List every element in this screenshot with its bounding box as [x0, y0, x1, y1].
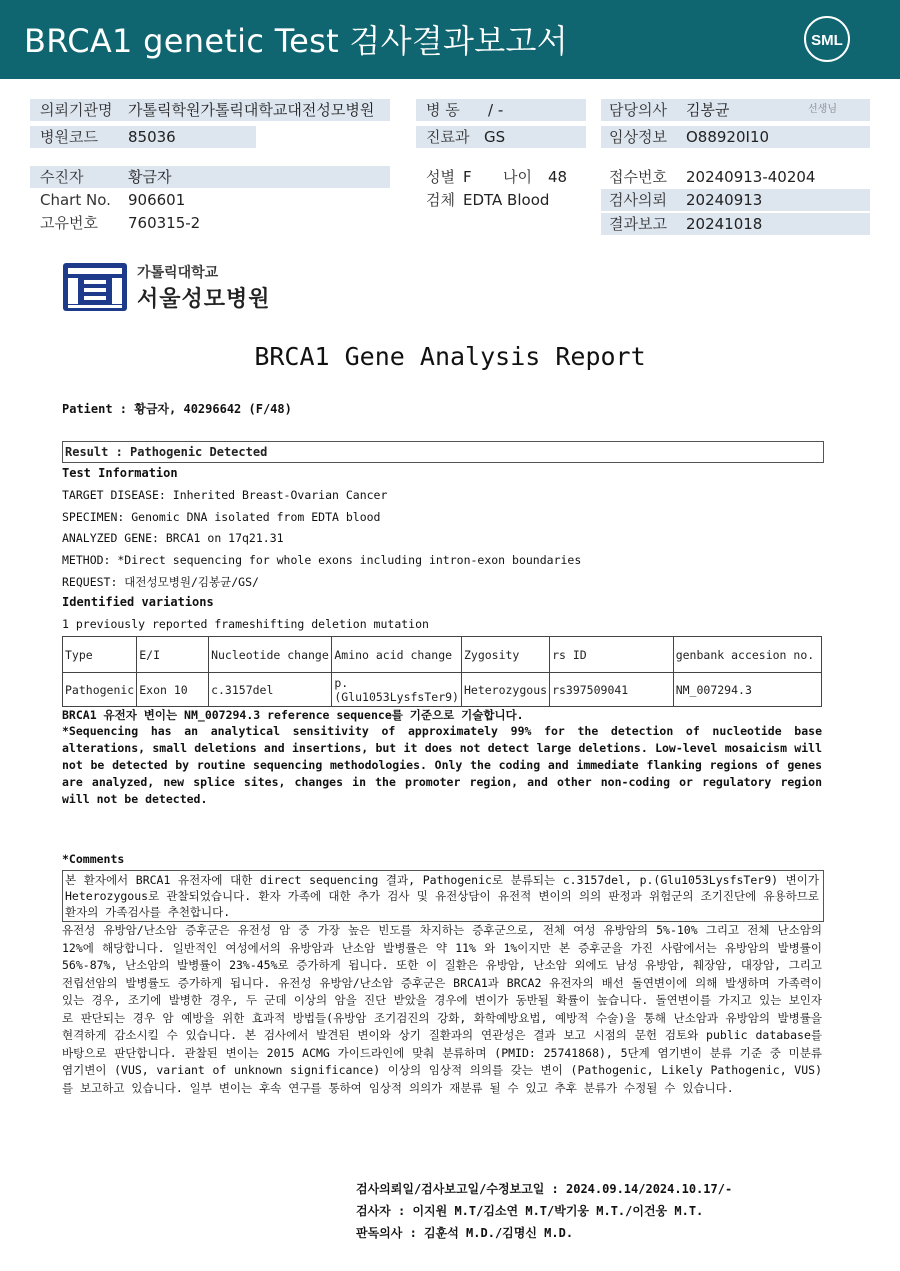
header-cell: Zygosity	[461, 637, 549, 673]
patient-line: Patient : 황금자, 40296642 (F/48)	[62, 402, 292, 416]
cell-genbank: NM_007294.3	[673, 673, 821, 707]
code-value: 85036	[128, 128, 176, 146]
table-row	[63, 673, 822, 707]
header-cell: genbank accesion no.	[673, 637, 821, 673]
doctor-row	[601, 99, 870, 121]
sensitivity-note: *Sequencing has an analytical sensitivity of approximately 99% for the detection of nucleotide base alterations, small deletions and insertions, but it does not detect large deletions. Low-level mosaicism will not be detected by routine sequencing methodologies. Only the coding and immediate flanking regions of genes are analyzed, new splice sites, changes in the promoter region, and other non-coding or regulatory region will not be detected.	[62, 724, 822, 806]
age-value: 48	[548, 168, 568, 186]
header-bar	[0, 0, 900, 79]
cell-exon: Exon 10	[137, 673, 209, 707]
variant-table	[62, 636, 822, 707]
ward-value: / -	[488, 101, 504, 119]
report-date-label: 결과보고	[609, 215, 667, 233]
request-label: 검사의뢰	[609, 191, 667, 209]
doctor-label: 담당의사	[609, 101, 667, 119]
comment-body: 유전성 유방암/난소암 증후군은 유전성 암 중 가장 높은 빈도를 차지하는 증후군으로, 전체 여성 유방암의 5%-10% 그리고 전체 난소암의 12%에 해당합니다. 일반적인 여성에서의 유방암과 난소암 발병률은 약 11% 와 1%이지만 본 증후군을 가진 사람에서는 유방암의 발병률이 56%-87%, 난소암의 발병률이 23%-45%로 증가하게 됩니다. 또한 이 질환은 유방암, 난소암 외에도 남성 유방암, 췌장암, 대장암, 그리고 전립선암의 발병률도 증가하게 됩니다. 유전성 유방암/난소암 증후군은 BRCA1과 BRCA2 유전자의 배선 돌연변이에 의해 발생하며 가족력이 있는 경우, 조기에 발병한 경우, 두 군데 이상의 암을 진단 받았을 경우에 변이가 동반될 확률이 높습니다. 돌연변이를 가지고 있는 보인자로 판단되는 경우 암 예방을 위한 효과적 방법들(유방암 조기검진의 강화, 화학예방요법, 예방적 수술)을 통해 난소암과 유방암의 발병률을 현격하게 감소시킬 수 있습니다. 본 검사에서 발견된 변이와 상기 질환과의 연관성은 결과 보고 시점의 문헌 검토와 public database를 바탕으로 판단합니다. 관찰된 변이는 2015 ACMG 가이드라인에 맞춰 분류하며 (PMID: 25741868), 5단계 염기변이 분류 기준 중 미분류 염기변이 (VUS, variant of unknown significance) 이상의 임상적 의의를 갖는 변이 (Pathogenic, Likely Pathogenic, VUS) 를 보고하고 있습니다. 일부 변이는 후속 연구를 통하여 임상적 의의가 재분류 될 수 있고 추후 분류가 수정될 수 있습니다.	[62, 923, 822, 1095]
table-header-row	[63, 637, 822, 673]
cell-zygosity: Heterozygous	[461, 673, 549, 707]
sex-age-row	[416, 166, 596, 188]
method-line: METHOD: *Direct sequencing for whole exons including intron-exon boundaries	[62, 553, 582, 567]
sex-label: 성별	[426, 168, 455, 186]
code-label: 병원코드	[40, 128, 98, 146]
hospital-row	[30, 99, 390, 121]
clinical-label: 임상정보	[609, 128, 667, 146]
patient-label: 수진자	[40, 168, 84, 186]
result-box	[62, 441, 824, 463]
specimen-label: 검체	[426, 191, 455, 209]
doctor-suffix: 선생님	[808, 104, 837, 115]
hospital-name-large: 서울성모병원	[137, 287, 271, 312]
hospital-value: 가톨릭학원가톨릭대학교대전성모병원	[128, 101, 375, 119]
cell-nucleotide: c.3157del	[209, 673, 332, 707]
hospital-label: 의뢰기관명	[40, 101, 113, 119]
patient-value: 황금자	[128, 168, 172, 186]
receipt-value: 20240913-40204	[686, 168, 816, 186]
analyzed-gene: ANALYZED GENE: BRCA1 on 17q21.31	[62, 531, 284, 545]
receipt-row	[601, 166, 870, 188]
dept-label: 진료과	[426, 128, 470, 146]
request-value: 20240913	[686, 191, 763, 209]
cell-rsid: rs397509041	[550, 673, 674, 707]
cell-type: Pathogenic	[63, 673, 137, 707]
doctor-value: 김봉균	[686, 101, 730, 119]
variations-summary: 1 previously reported frameshifting deletion mutation	[62, 617, 429, 631]
signature-physicians: 판독의사 : 김훈석 M.D./김명신 M.D.	[356, 1226, 574, 1240]
test-info-heading: Test Information	[62, 466, 178, 480]
report-header-title: BRCA1 genetic Test 검사결과보고서	[24, 22, 568, 60]
hospital-emblem-icon	[62, 262, 128, 312]
id-value: 760315-2	[128, 214, 201, 232]
comment-boxed-text: 본 환자에서 BRCA1 유전자에 대한 direct sequencing 결과, Pathogenic로 분류되는 c.3157del, p.(Glu1053LysfsTer9) 변이가 Heterozygous로 관찰되었습니다. 환자 가족에 대한 추가 검사 및 유전상담이 유전적 변이의 의의 판정과 위험군의 조기진단에 유용하므로 환자의 가족검사를 추천합니다.	[65, 873, 819, 919]
chart-row	[30, 189, 390, 211]
age-label: 나이	[503, 168, 532, 186]
signature-dates: 검사의뢰일/검사보고일/수정보고일 : 2024.09.14/2024.10.17/-	[356, 1182, 733, 1196]
cell-amino-acid: p.(Glu1053LysfsTer9)	[332, 673, 462, 707]
id-label: 고유번호	[40, 214, 98, 232]
header-cell: Nucleotide change	[209, 637, 332, 673]
target-disease: TARGET DISEASE: Inherited Breast-Ovarian Cancer	[62, 488, 388, 502]
patient-row	[30, 166, 390, 188]
clinical-value: O88920I10	[686, 128, 770, 146]
dept-value: GS	[484, 128, 506, 146]
code-row	[30, 126, 256, 148]
ward-row	[416, 99, 586, 121]
request-row	[601, 189, 870, 211]
request-line: REQUEST: 대전성모병원/김봉균/GS/	[62, 575, 259, 589]
specimen-value: EDTA Blood	[463, 191, 550, 209]
result-line: Result : Pathogenic Detected	[65, 445, 268, 459]
ward-label: 병 동	[426, 101, 460, 119]
chart-label: Chart No.	[40, 191, 111, 209]
clinical-row	[601, 126, 870, 148]
id-row	[30, 212, 390, 234]
reference-note: BRCA1 유전자 변이는 NM_007294.3 reference sequence를 기준으로 기술합니다.	[62, 708, 524, 722]
chart-value: 906601	[128, 191, 186, 209]
specimen-row	[416, 189, 596, 211]
hospital-name-small: 가톨릭대학교	[137, 265, 219, 281]
header-cell: Type	[63, 637, 137, 673]
sml-logo-icon	[802, 14, 852, 64]
sex-value: F	[463, 168, 472, 186]
report-date-value: 20241018	[686, 215, 763, 233]
report-title: BRCA1 Gene Analysis Report	[254, 342, 646, 371]
comments-heading: *Comments	[62, 852, 125, 866]
header-cell: rs ID	[550, 637, 674, 673]
header-cell: E/I	[137, 637, 209, 673]
dept-row	[416, 126, 586, 148]
comment-box	[62, 870, 824, 922]
variations-heading: Identified variations	[62, 595, 214, 609]
specimen-line: SPECIMEN: Genomic DNA isolated from EDTA blood	[62, 510, 381, 524]
signature-technicians: 검사자 : 이지원 M.T/김소연 M.T/박기웅 M.T./이건웅 M.T.	[356, 1204, 704, 1218]
report-date-row	[601, 213, 870, 235]
receipt-label: 접수번호	[609, 168, 667, 186]
header-cell: Amino acid change	[332, 637, 462, 673]
brand-text: SML	[811, 32, 843, 49]
